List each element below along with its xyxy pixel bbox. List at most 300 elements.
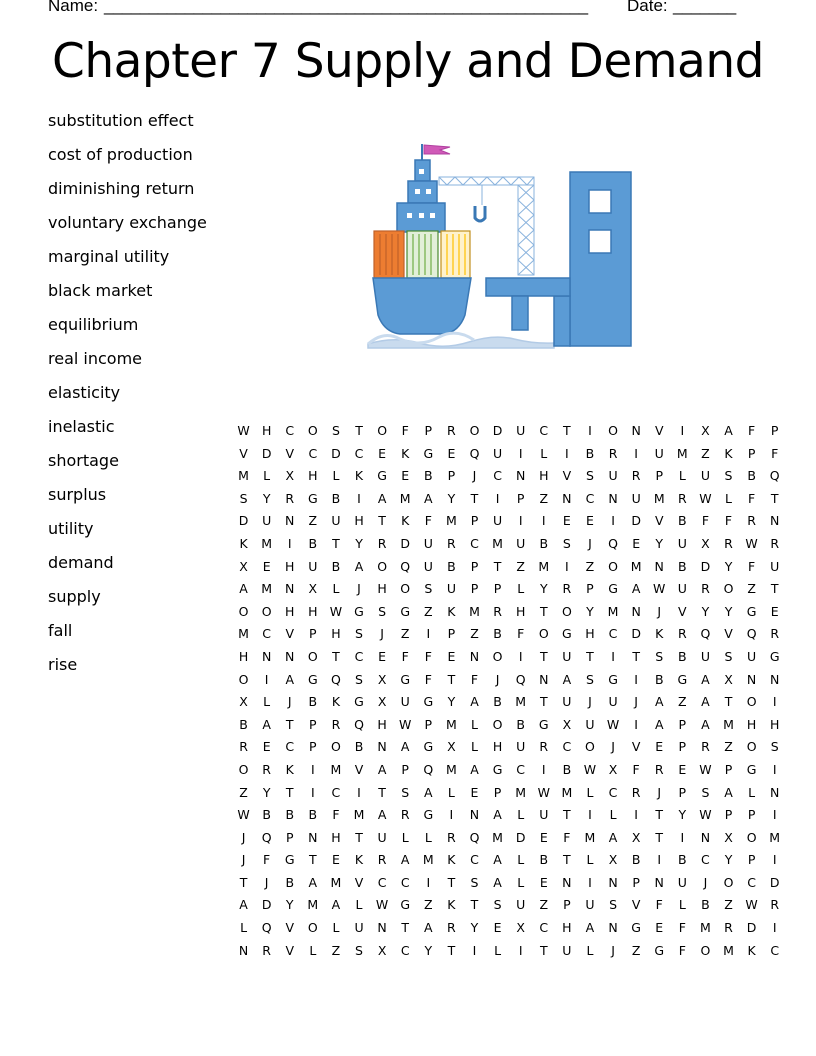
grid-letter[interactable]: N bbox=[539, 671, 549, 687]
grid-letter[interactable]: I bbox=[657, 852, 662, 868]
grid-letter[interactable]: U bbox=[631, 490, 641, 506]
grid-letter[interactable]: A bbox=[493, 852, 502, 868]
grid-letter[interactable]: R bbox=[724, 535, 733, 551]
grid-letter[interactable]: H bbox=[770, 716, 780, 732]
grid-letter[interactable]: N bbox=[515, 468, 526, 484]
grid-letter[interactable]: P bbox=[747, 445, 756, 461]
grid-letter[interactable]: P bbox=[724, 807, 733, 823]
grid-letter[interactable]: M bbox=[515, 694, 527, 710]
grid-letter[interactable]: M bbox=[515, 784, 527, 800]
grid-letter[interactable]: K bbox=[239, 535, 248, 551]
grid-letter[interactable]: T bbox=[239, 874, 248, 890]
grid-letter[interactable]: A bbox=[239, 897, 248, 913]
grid-letter[interactable]: U bbox=[262, 513, 272, 529]
grid-letter[interactable]: I bbox=[680, 829, 685, 845]
grid-letter[interactable]: B bbox=[562, 761, 572, 777]
grid-letter[interactable]: F bbox=[748, 423, 756, 438]
grid-letter[interactable]: U bbox=[400, 694, 410, 710]
grid-letter[interactable]: K bbox=[354, 468, 364, 484]
grid-letter[interactable]: F bbox=[724, 513, 733, 529]
grid-letter[interactable]: Q bbox=[261, 829, 272, 845]
grid-letter[interactable]: Z bbox=[308, 513, 318, 529]
grid-letter[interactable]: O bbox=[492, 648, 503, 664]
grid-letter[interactable]: C bbox=[308, 445, 318, 461]
grid-letter[interactable]: C bbox=[354, 648, 364, 664]
grid-letter[interactable]: A bbox=[331, 897, 341, 913]
grid-letter[interactable]: Y bbox=[539, 581, 548, 597]
grid-letter[interactable]: T bbox=[355, 829, 363, 845]
grid-letter[interactable]: O bbox=[400, 581, 411, 597]
grid-letter[interactable]: N bbox=[608, 874, 618, 890]
grid-letter[interactable]: H bbox=[331, 626, 341, 642]
grid-letter[interactable]: L bbox=[725, 490, 732, 506]
grid-letter[interactable]: L bbox=[678, 468, 686, 484]
grid-letter[interactable]: L bbox=[447, 784, 455, 800]
grid-letter[interactable]: N bbox=[377, 920, 387, 936]
grid-letter[interactable]: P bbox=[678, 739, 687, 755]
grid-letter[interactable]: O bbox=[700, 942, 711, 958]
grid-letter[interactable]: R bbox=[770, 626, 780, 642]
grid-letter[interactable]: U bbox=[516, 535, 526, 551]
grid-letter[interactable]: U bbox=[308, 558, 318, 574]
grid-letter[interactable]: Y bbox=[262, 490, 271, 506]
grid-letter[interactable]: B bbox=[308, 535, 318, 551]
grid-letter[interactable]: O bbox=[561, 603, 572, 619]
grid-letter[interactable]: T bbox=[493, 558, 502, 574]
grid-letter[interactable]: L bbox=[471, 716, 478, 732]
grid-letter[interactable]: I bbox=[426, 626, 431, 642]
grid-letter[interactable]: Q bbox=[469, 445, 480, 461]
grid-letter[interactable]: T bbox=[586, 648, 594, 664]
grid-letter[interactable]: X bbox=[377, 942, 387, 958]
grid-letter[interactable]: T bbox=[655, 807, 664, 823]
grid-letter[interactable]: F bbox=[771, 445, 779, 461]
grid-letter[interactable]: R bbox=[447, 920, 456, 936]
grid-letter[interactable]: L bbox=[240, 920, 248, 936]
grid-letter[interactable]: Q bbox=[423, 761, 434, 777]
grid-letter[interactable]: S bbox=[355, 626, 363, 642]
grid-letter[interactable]: T bbox=[447, 874, 456, 890]
grid-letter[interactable]: T bbox=[655, 829, 664, 845]
grid-letter[interactable]: V bbox=[285, 626, 295, 642]
grid-letter[interactable]: J bbox=[264, 874, 269, 890]
grid-letter[interactable]: A bbox=[262, 716, 271, 732]
grid-letter[interactable]: B bbox=[308, 807, 318, 823]
grid-letter[interactable]: O bbox=[238, 671, 249, 687]
grid-letter[interactable]: E bbox=[655, 920, 664, 936]
grid-letter[interactable]: I bbox=[449, 807, 454, 823]
grid-letter[interactable]: G bbox=[423, 445, 434, 461]
grid-letter[interactable]: T bbox=[378, 784, 386, 800]
grid-letter[interactable]: R bbox=[447, 535, 456, 551]
grid-letter[interactable]: I bbox=[518, 513, 523, 529]
grid-letter[interactable]: I bbox=[588, 874, 592, 890]
grid-letter[interactable]: G bbox=[608, 581, 618, 597]
grid-letter[interactable]: O bbox=[307, 648, 318, 664]
grid-letter[interactable]: S bbox=[585, 671, 594, 687]
grid-letter[interactable]: R bbox=[631, 784, 641, 800]
grid-letter[interactable]: S bbox=[239, 490, 248, 506]
grid-letter[interactable]: R bbox=[724, 920, 733, 936]
grid-letter[interactable]: I bbox=[772, 920, 777, 936]
grid-letter[interactable]: B bbox=[631, 852, 641, 868]
grid-letter[interactable]: C bbox=[585, 490, 595, 506]
grid-letter[interactable]: H bbox=[261, 423, 272, 438]
grid-letter[interactable]: K bbox=[747, 942, 756, 958]
grid-letter[interactable]: A bbox=[424, 784, 433, 800]
grid-letter[interactable]: M bbox=[469, 603, 480, 619]
grid-letter[interactable]: B bbox=[539, 535, 549, 551]
grid-letter[interactable]: E bbox=[539, 829, 548, 845]
grid-letter[interactable]: S bbox=[493, 897, 502, 913]
grid-letter[interactable]: M bbox=[607, 603, 619, 619]
grid-letter[interactable]: A bbox=[308, 874, 318, 890]
grid-letter[interactable]: W bbox=[699, 490, 712, 506]
grid-letter[interactable]: M bbox=[238, 626, 249, 642]
grid-letter[interactable]: N bbox=[770, 784, 780, 800]
grid-letter[interactable]: C bbox=[608, 626, 618, 642]
grid-letter[interactable]: W bbox=[653, 581, 666, 597]
grid-letter[interactable]: I bbox=[772, 694, 777, 710]
grid-letter[interactable]: B bbox=[239, 716, 248, 732]
grid-letter[interactable]: A bbox=[631, 581, 641, 597]
grid-letter[interactable]: I bbox=[565, 445, 569, 461]
grid-letter[interactable]: N bbox=[770, 513, 780, 529]
date-blank-line[interactable]: _______ bbox=[673, 0, 736, 15]
grid-letter[interactable]: Z bbox=[747, 581, 756, 597]
grid-letter[interactable]: P bbox=[401, 761, 409, 777]
grid-letter[interactable]: T bbox=[770, 581, 779, 597]
grid-letter[interactable]: Z bbox=[424, 603, 433, 619]
grid-letter[interactable]: C bbox=[539, 423, 549, 438]
grid-letter[interactable]: C bbox=[770, 942, 780, 958]
grid-letter[interactable]: Y bbox=[447, 490, 456, 506]
grid-letter[interactable]: A bbox=[424, 490, 433, 506]
grid-letter[interactable]: G bbox=[354, 694, 364, 710]
grid-letter[interactable]: U bbox=[700, 648, 710, 664]
grid-letter[interactable]: I bbox=[772, 761, 777, 777]
grid-letter[interactable]: L bbox=[424, 829, 432, 845]
grid-letter[interactable]: A bbox=[701, 716, 710, 732]
grid-letter[interactable]: P bbox=[632, 874, 640, 890]
grid-letter[interactable]: J bbox=[611, 739, 615, 755]
grid-letter[interactable]: Y bbox=[724, 558, 733, 574]
grid-letter[interactable]: R bbox=[262, 761, 271, 777]
grid-letter[interactable]: I bbox=[634, 716, 638, 732]
grid-letter[interactable]: A bbox=[470, 761, 479, 777]
grid-letter[interactable]: Y bbox=[655, 535, 664, 551]
grid-letter[interactable]: P bbox=[470, 513, 479, 529]
grid-letter[interactable]: H bbox=[562, 920, 572, 936]
grid-letter[interactable]: J bbox=[287, 694, 292, 710]
grid-letter[interactable]: V bbox=[285, 942, 295, 958]
grid-letter[interactable]: A bbox=[654, 716, 664, 732]
grid-letter[interactable]: V bbox=[678, 603, 687, 619]
grid-letter[interactable]: I bbox=[772, 807, 777, 823]
grid-letter[interactable]: P bbox=[309, 716, 317, 732]
grid-letter[interactable]: W bbox=[606, 716, 620, 732]
grid-letter[interactable]: T bbox=[355, 423, 363, 438]
grid-letter[interactable]: M bbox=[307, 897, 319, 913]
grid-letter[interactable]: M bbox=[769, 829, 781, 845]
grid-letter[interactable]: S bbox=[378, 603, 387, 619]
grid-letter[interactable]: U bbox=[423, 558, 433, 574]
grid-letter[interactable]: L bbox=[540, 445, 548, 461]
grid-letter[interactable]: R bbox=[377, 852, 387, 868]
grid-letter[interactable]: Z bbox=[516, 558, 525, 574]
grid-letter[interactable]: G bbox=[354, 603, 364, 619]
grid-letter[interactable]: O bbox=[238, 603, 249, 619]
grid-letter[interactable]: M bbox=[723, 942, 734, 958]
grid-letter[interactable]: R bbox=[447, 829, 456, 845]
grid-letter[interactable]: N bbox=[308, 829, 318, 845]
grid-letter[interactable]: L bbox=[332, 468, 340, 484]
grid-letter[interactable]: C bbox=[377, 874, 387, 890]
grid-letter[interactable]: F bbox=[401, 423, 409, 438]
grid-letter[interactable]: W bbox=[699, 807, 712, 823]
grid-letter[interactable]: H bbox=[354, 513, 364, 529]
grid-letter[interactable]: N bbox=[238, 942, 249, 958]
grid-letter[interactable]: L bbox=[332, 920, 340, 936]
grid-letter[interactable]: H bbox=[238, 648, 249, 664]
grid-letter[interactable]: K bbox=[331, 694, 341, 710]
grid-letter[interactable]: I bbox=[680, 423, 685, 438]
grid-letter[interactable]: C bbox=[539, 920, 549, 936]
grid-letter[interactable]: C bbox=[400, 942, 410, 958]
grid-letter[interactable]: S bbox=[609, 897, 618, 913]
grid-letter[interactable]: F bbox=[748, 558, 756, 574]
grid-letter[interactable]: Z bbox=[724, 897, 733, 913]
grid-letter[interactable]: E bbox=[562, 513, 571, 529]
grid-letter[interactable]: X bbox=[447, 739, 456, 755]
grid-letter[interactable]: G bbox=[746, 603, 757, 619]
grid-letter[interactable]: B bbox=[516, 716, 525, 732]
grid-letter[interactable]: U bbox=[608, 694, 618, 710]
grid-letter[interactable]: S bbox=[562, 535, 571, 551]
grid-letter[interactable]: A bbox=[239, 581, 248, 597]
grid-letter[interactable]: C bbox=[400, 874, 410, 890]
grid-letter[interactable]: P bbox=[447, 468, 456, 484]
grid-letter[interactable]: M bbox=[584, 829, 596, 845]
grid-letter[interactable]: V bbox=[724, 626, 733, 642]
grid-letter[interactable]: P bbox=[678, 784, 687, 800]
grid-letter[interactable]: U bbox=[493, 445, 503, 461]
grid-letter[interactable]: X bbox=[724, 829, 733, 845]
grid-letter[interactable]: P bbox=[586, 581, 594, 597]
grid-letter[interactable]: G bbox=[284, 852, 295, 868]
grid-letter[interactable]: T bbox=[447, 671, 456, 687]
grid-letter[interactable]: Y bbox=[701, 603, 710, 619]
grid-letter[interactable]: P bbox=[424, 423, 433, 438]
grid-letter[interactable]: N bbox=[654, 558, 664, 574]
name-blank-line[interactable]: ______________________________________________________ bbox=[104, 0, 588, 15]
grid-letter[interactable]: O bbox=[238, 761, 249, 777]
grid-letter[interactable]: M bbox=[445, 716, 457, 732]
grid-letter[interactable]: I bbox=[426, 874, 431, 890]
grid-letter[interactable]: K bbox=[285, 761, 294, 777]
grid-letter[interactable]: D bbox=[631, 626, 641, 642]
grid-letter[interactable]: A bbox=[585, 920, 595, 936]
grid-letter[interactable]: U bbox=[770, 558, 780, 574]
grid-letter[interactable]: D bbox=[700, 558, 711, 574]
grid-letter[interactable]: S bbox=[355, 942, 363, 958]
grid-letter[interactable]: N bbox=[285, 648, 295, 664]
grid-letter[interactable]: E bbox=[632, 535, 641, 551]
grid-letter[interactable]: M bbox=[399, 490, 411, 506]
grid-letter[interactable]: L bbox=[263, 694, 271, 710]
grid-letter[interactable]: R bbox=[400, 807, 410, 823]
grid-letter[interactable]: Q bbox=[469, 829, 480, 845]
grid-letter[interactable]: B bbox=[331, 490, 341, 506]
grid-letter[interactable]: I bbox=[310, 784, 315, 800]
grid-letter[interactable]: P bbox=[309, 739, 317, 755]
grid-letter[interactable]: I bbox=[634, 807, 638, 823]
grid-letter[interactable]: H bbox=[585, 626, 595, 642]
grid-letter[interactable]: R bbox=[285, 490, 295, 506]
grid-letter[interactable]: S bbox=[724, 648, 733, 664]
grid-letter[interactable]: H bbox=[285, 558, 295, 574]
grid-letter[interactable]: P bbox=[493, 784, 502, 800]
grid-letter[interactable]: Q bbox=[700, 626, 711, 642]
grid-letter[interactable]: W bbox=[537, 784, 550, 800]
grid-letter[interactable]: O bbox=[608, 558, 618, 574]
grid-letter[interactable]: M bbox=[676, 445, 688, 461]
grid-letter[interactable]: A bbox=[654, 694, 664, 710]
grid-letter[interactable]: T bbox=[401, 920, 410, 936]
grid-letter[interactable]: Z bbox=[239, 784, 248, 800]
grid-letter[interactable]: Q bbox=[608, 535, 618, 551]
grid-letter[interactable]: I bbox=[518, 445, 523, 461]
grid-letter[interactable]: L bbox=[586, 852, 594, 868]
grid-letter[interactable]: B bbox=[585, 445, 595, 461]
grid-letter[interactable]: C bbox=[516, 761, 526, 777]
grid-letter[interactable]: P bbox=[678, 716, 687, 732]
grid-letter[interactable]: O bbox=[746, 739, 757, 755]
grid-letter[interactable]: W bbox=[399, 716, 412, 732]
grid-letter[interactable]: H bbox=[746, 716, 757, 732]
grid-letter[interactable]: N bbox=[562, 490, 572, 506]
grid-letter[interactable]: E bbox=[262, 558, 271, 574]
grid-letter[interactable]: M bbox=[330, 761, 342, 777]
grid-letter[interactable]: E bbox=[447, 445, 456, 461]
grid-letter[interactable]: Y bbox=[355, 535, 363, 551]
grid-letter[interactable]: C bbox=[354, 445, 364, 461]
grid-letter[interactable]: A bbox=[493, 874, 502, 890]
grid-letter[interactable]: S bbox=[770, 739, 779, 755]
grid-letter[interactable]: O bbox=[608, 423, 618, 438]
grid-letter[interactable]: T bbox=[285, 716, 294, 732]
grid-letter[interactable]: J bbox=[588, 694, 592, 710]
grid-letter[interactable]: I bbox=[611, 513, 615, 529]
grid-letter[interactable]: L bbox=[263, 468, 271, 484]
grid-letter[interactable]: W bbox=[329, 603, 343, 619]
grid-letter[interactable]: O bbox=[377, 423, 388, 438]
grid-letter[interactable]: S bbox=[331, 423, 340, 438]
grid-letter[interactable]: L bbox=[517, 874, 525, 890]
grid-letter[interactable]: U bbox=[446, 581, 456, 597]
grid-letter[interactable]: M bbox=[353, 807, 365, 823]
grid-letter[interactable]: O bbox=[377, 558, 388, 574]
grid-letter[interactable]: A bbox=[493, 807, 502, 823]
grid-letter[interactable]: N bbox=[700, 829, 711, 845]
grid-letter[interactable]: F bbox=[401, 648, 409, 664]
grid-letter[interactable]: Y bbox=[586, 603, 594, 619]
grid-letter[interactable]: L bbox=[355, 897, 363, 913]
grid-letter[interactable]: G bbox=[423, 807, 434, 823]
grid-letter[interactable]: I bbox=[357, 490, 361, 506]
grid-letter[interactable]: Y bbox=[678, 807, 687, 823]
grid-letter[interactable]: B bbox=[354, 739, 364, 755]
grid-letter[interactable]: I bbox=[634, 445, 638, 461]
grid-letter[interactable]: R bbox=[331, 716, 341, 732]
grid-letter[interactable]: J bbox=[241, 852, 246, 868]
grid-letter[interactable]: H bbox=[539, 468, 549, 484]
grid-letter[interactable]: D bbox=[331, 445, 341, 461]
grid-letter[interactable]: J bbox=[472, 468, 477, 484]
grid-letter[interactable]: B bbox=[678, 648, 687, 664]
grid-letter[interactable]: I bbox=[264, 671, 269, 687]
grid-letter[interactable]: W bbox=[583, 761, 597, 777]
grid-letter[interactable]: I bbox=[541, 761, 546, 777]
grid-letter[interactable]: S bbox=[470, 874, 479, 890]
grid-letter[interactable]: B bbox=[285, 874, 295, 890]
grid-letter[interactable]: N bbox=[654, 874, 664, 890]
grid-letter[interactable]: D bbox=[261, 445, 272, 461]
grid-letter[interactable]: F bbox=[263, 852, 271, 868]
grid-letter[interactable]: F bbox=[632, 761, 640, 777]
grid-letter[interactable]: F bbox=[424, 648, 432, 664]
grid-letter[interactable]: Y bbox=[470, 920, 479, 936]
grid-letter[interactable]: G bbox=[400, 603, 411, 619]
grid-letter[interactable]: S bbox=[724, 468, 733, 484]
grid-letter[interactable]: A bbox=[562, 671, 572, 687]
grid-letter[interactable]: W bbox=[745, 897, 758, 913]
grid-letter[interactable]: U bbox=[562, 694, 572, 710]
grid-letter[interactable]: X bbox=[516, 920, 525, 936]
grid-letter[interactable]: C bbox=[701, 852, 710, 868]
grid-letter[interactable]: X bbox=[285, 468, 295, 484]
grid-letter[interactable]: G bbox=[677, 671, 688, 687]
grid-letter[interactable]: O bbox=[538, 626, 549, 642]
grid-letter[interactable]: K bbox=[354, 852, 364, 868]
grid-letter[interactable]: R bbox=[701, 739, 710, 755]
grid-letter[interactable]: J bbox=[634, 694, 638, 710]
grid-letter[interactable]: K bbox=[655, 626, 664, 642]
grid-letter[interactable]: F bbox=[678, 942, 686, 958]
grid-letter[interactable]: X bbox=[562, 716, 572, 732]
grid-letter[interactable]: J bbox=[611, 942, 615, 958]
grid-letter[interactable]: D bbox=[515, 829, 526, 845]
grid-letter[interactable]: R bbox=[447, 423, 456, 438]
grid-letter[interactable]: F bbox=[655, 897, 663, 913]
grid-letter[interactable]: B bbox=[331, 558, 341, 574]
grid-letter[interactable]: C bbox=[493, 468, 502, 484]
grid-letter[interactable]: J bbox=[380, 626, 384, 642]
grid-letter[interactable]: L bbox=[517, 807, 525, 823]
grid-letter[interactable]: R bbox=[770, 897, 780, 913]
grid-letter[interactable]: B bbox=[424, 468, 433, 484]
grid-letter[interactable]: C bbox=[470, 535, 479, 551]
grid-letter[interactable]: H bbox=[492, 739, 503, 755]
grid-letter[interactable]: Q bbox=[515, 671, 526, 687]
grid-letter[interactable]: Y bbox=[724, 852, 733, 868]
grid-letter[interactable]: P bbox=[747, 807, 756, 823]
grid-letter[interactable]: N bbox=[631, 603, 641, 619]
grid-letter[interactable]: N bbox=[469, 648, 480, 664]
grid-letter[interactable]: I bbox=[634, 671, 638, 687]
grid-letter[interactable]: V bbox=[285, 920, 295, 936]
grid-letter[interactable]: E bbox=[678, 761, 687, 777]
